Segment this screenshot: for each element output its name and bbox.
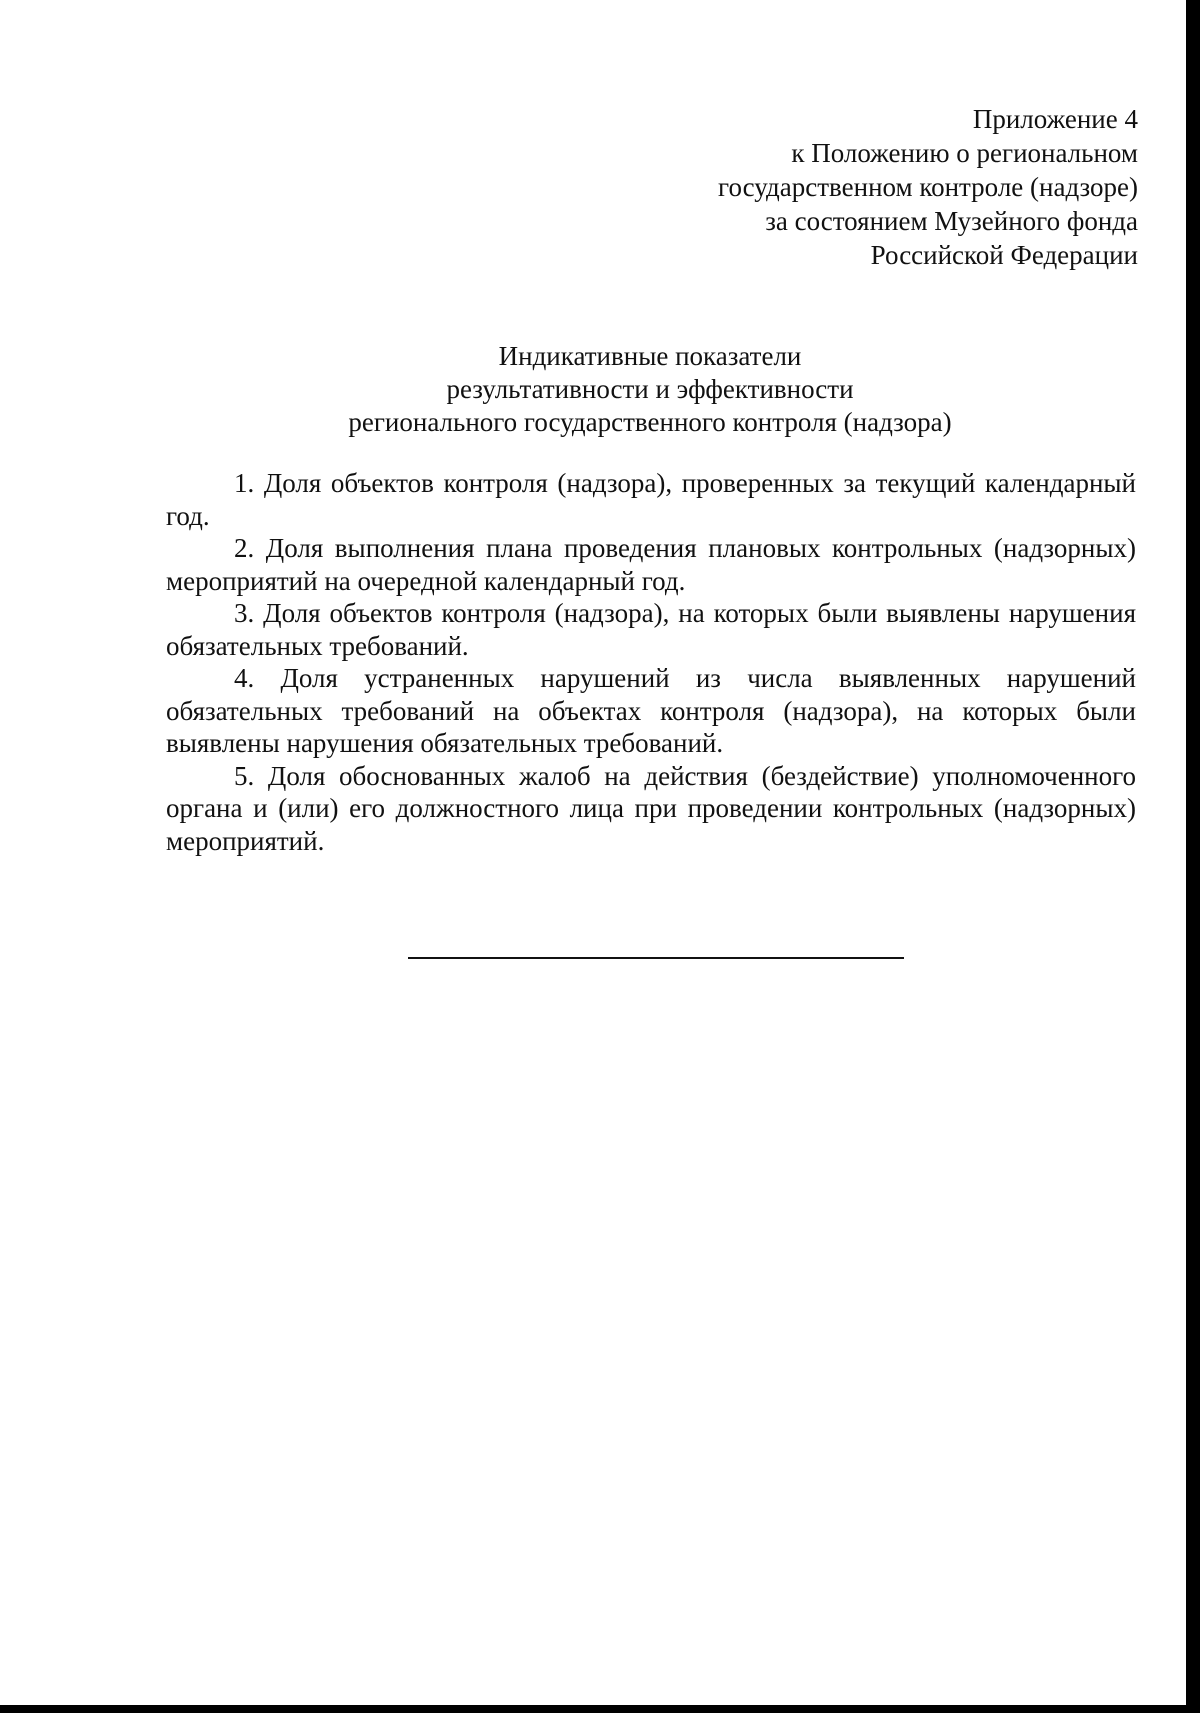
title-line: регионального государственного контроля (надзора): [348, 407, 952, 437]
title-line: результативности и эффективности: [446, 374, 854, 404]
appendix-reference-line: Российской Федерации: [870, 240, 1138, 270]
indicator-item-1: 1. Доля объектов контроля (надзора), проверенных за текущий календарный год.: [166, 468, 1136, 531]
indicator-item-2: 2. Доля выполнения плана проведения плановых контрольных (надзорных) мероприятий на очередной календарный год.: [166, 533, 1136, 596]
document-title: [130, 340, 1170, 439]
appendix-number: Приложение 4: [972, 104, 1138, 134]
appendix-reference-line: за состоянием Музейного фонда: [765, 206, 1138, 236]
appendix-header: [718, 102, 1138, 272]
indicator-item-4: 4. Доля устраненных нарушений из числа выявленных нарушений обязательных требований на объектах контроля (надзора), на которых были выявлены нарушения обязательных требований.: [166, 663, 1136, 758]
appendix-reference-line: государственном контроле (надзоре): [718, 172, 1138, 202]
appendix-reference-line: к Положению о региональном: [791, 138, 1138, 168]
scan-border-right: [1186, 0, 1200, 1713]
title-line: Индикативные показатели: [498, 341, 802, 371]
scan-border-bottom: [0, 1705, 1200, 1713]
indicator-item-5: 5. Доля обоснованных жалоб на действия (бездействие) уполномоченного органа и (или) его должностного лица при проведении контрольных (надзорных) мероприятий.: [166, 760, 1136, 856]
closing-divider-line: [408, 957, 904, 959]
indicator-item-3: 3. Доля объектов контроля (надзора), на которых были выявлены нарушения обязательных требований.: [166, 598, 1136, 661]
indicator-list: [166, 467, 1136, 857]
